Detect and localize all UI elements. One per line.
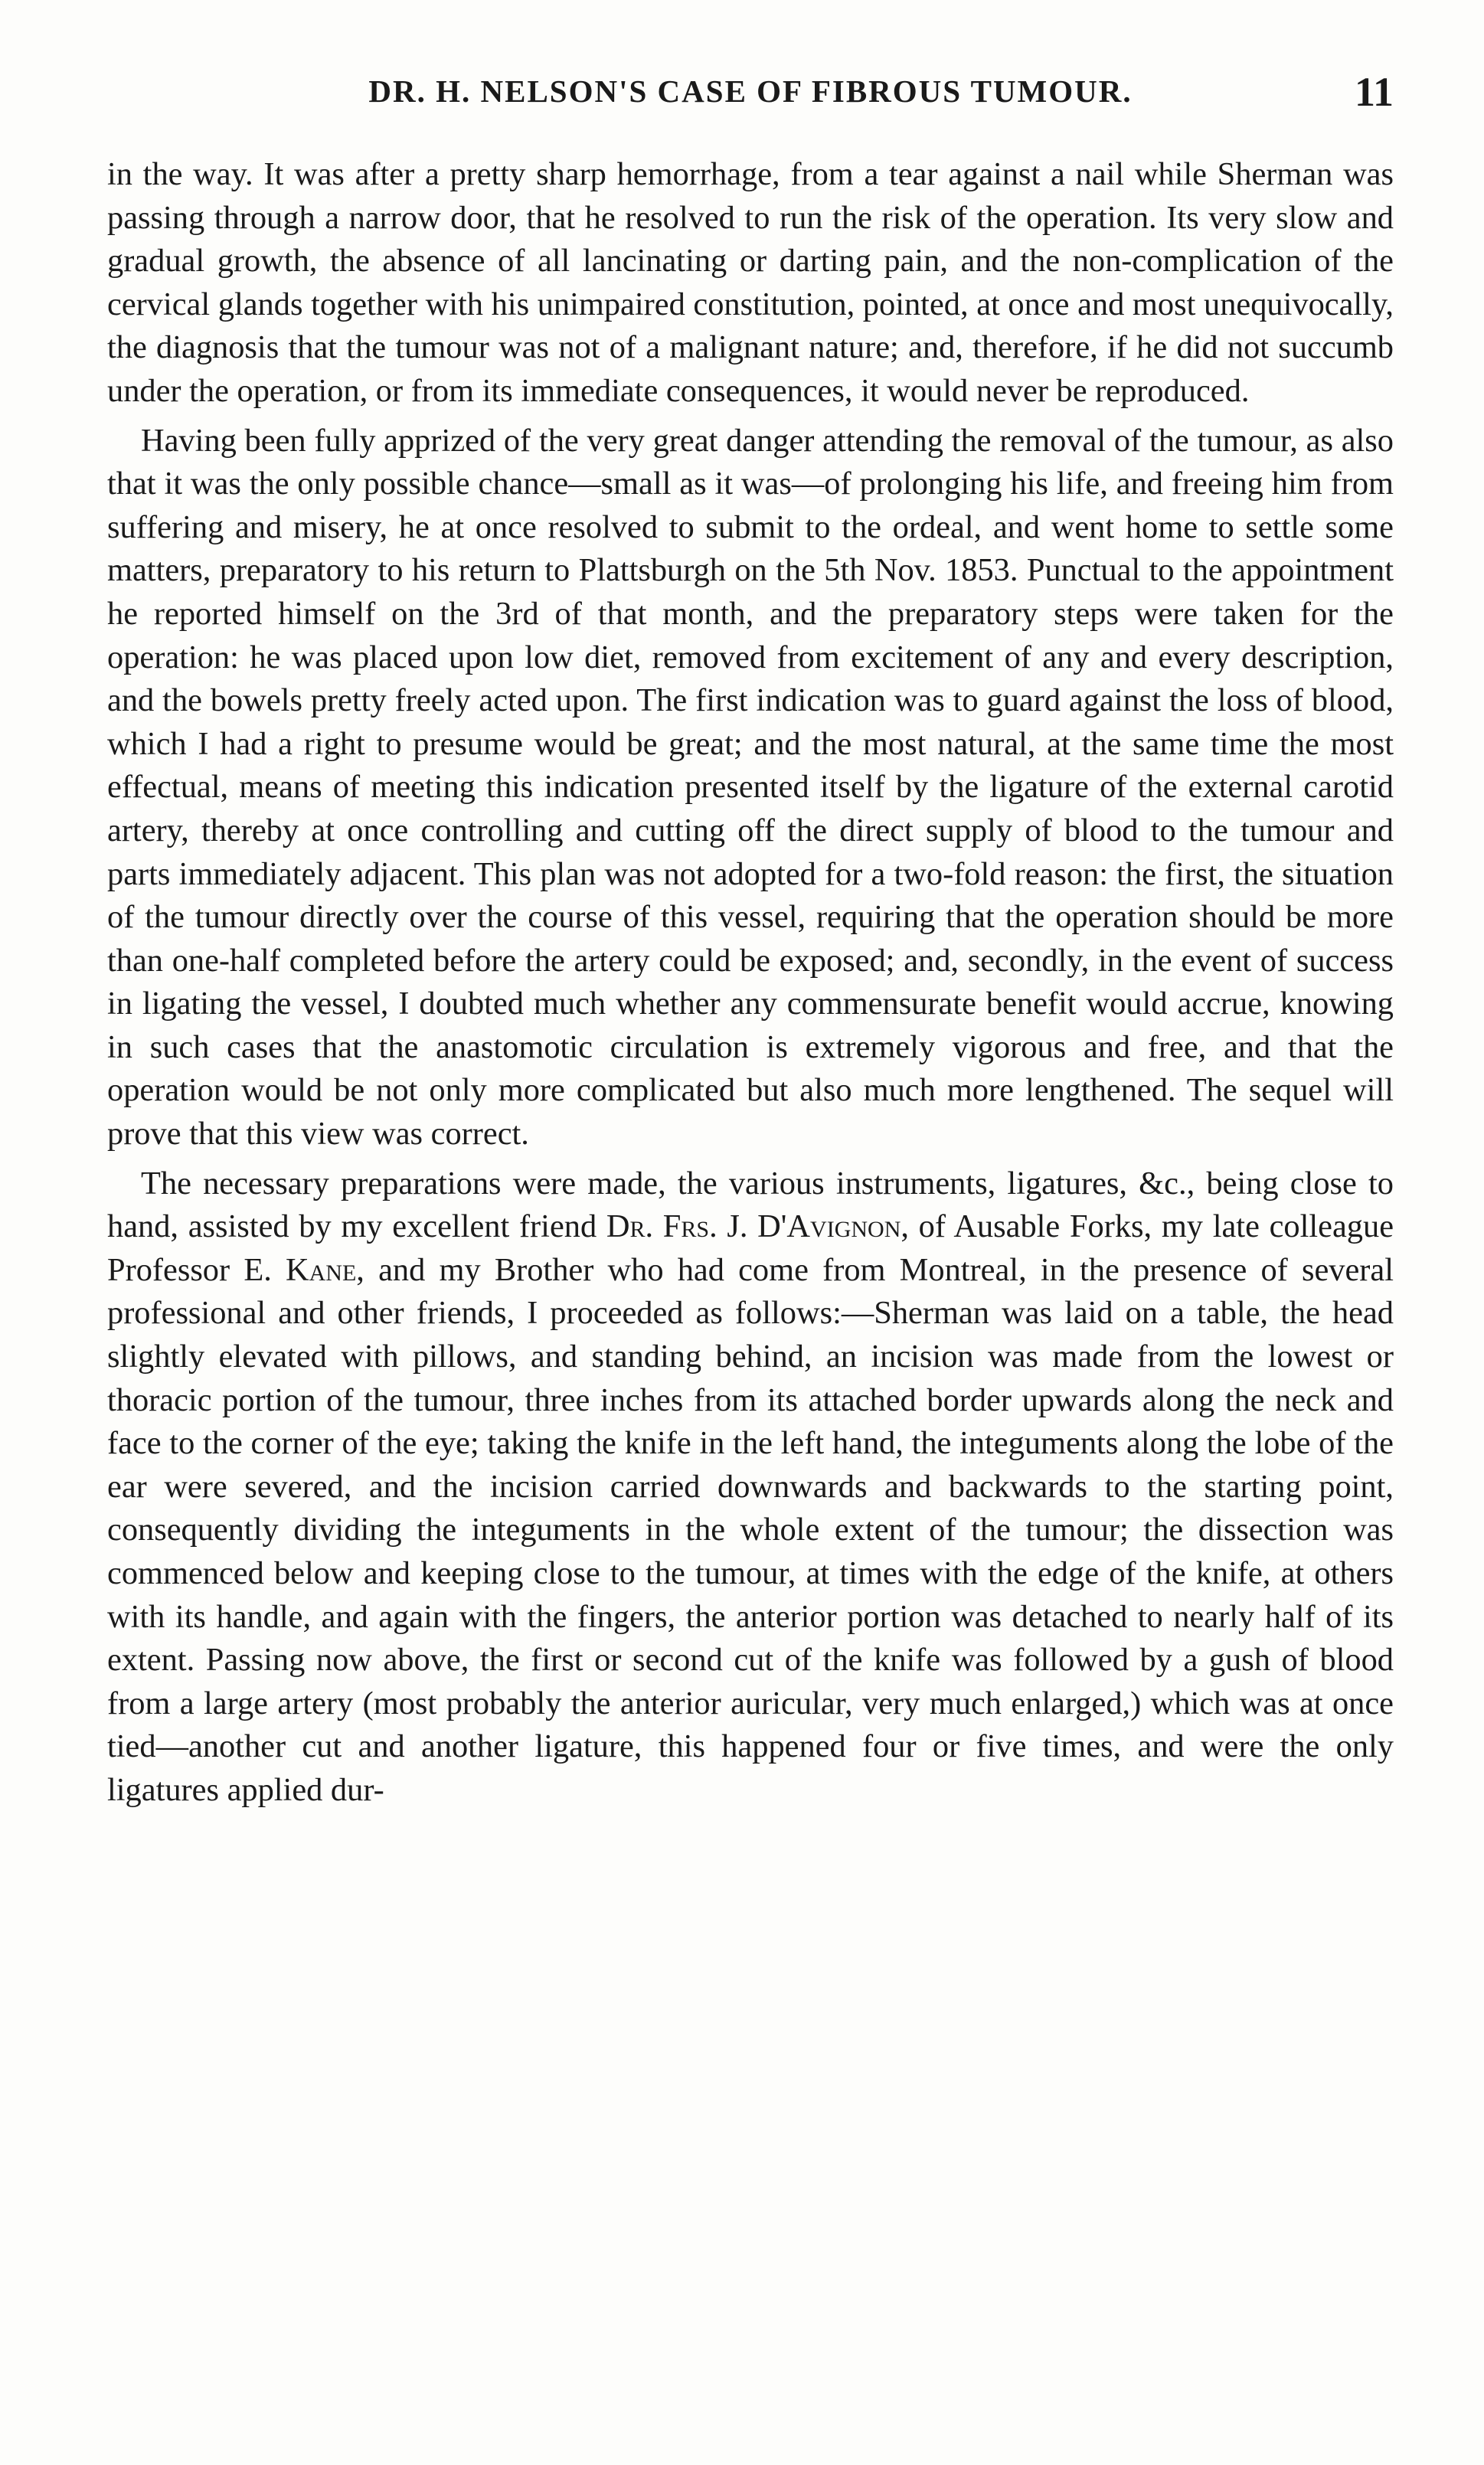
paragraph-3-part-3: , and my Brother who had come from Montreal, in the presence of several professional and other friends, I proceeded as follows:—Sherman was laid on a table, the head slightly elevated with pillows, and standing behind, an incision was made from the lowest or thoracic portion of the tumour, three inches from its attached border upwards along the neck and face to the corner of the eye; taking the knife in the left hand, the integuments along the lobe of the ear were severed, and the incision carried downwards and backwards to the starting point, consequently dividing the integuments in the whole extent of the tumour; the dissection was commenced below and keeping close to the tumour, at times with the edge of the knife, at others with its handle, and again with the fingers, the anterior portion was detached to nearly half of its extent. Passing now above, the first or second cut of the knife was followed by a gush of blood from a large artery (most probably the anterior auricular, very much enlarged,) which was at once tied—another cut and another ligature, this happened four or five times, and were the only ligatures applied dur- [107, 1251, 1394, 1808]
colleague-name-kane: Kane [286, 1251, 357, 1288]
body-text [107, 153, 1394, 1819]
running-title: DR. H. NELSON'S CASE OF FIBROUS TUMOUR. [368, 74, 1133, 109]
page-number: 11 [1354, 69, 1394, 115]
paragraph-3-part-2: , of Ausable Forks, my late colleague Professor E. [107, 1208, 1394, 1288]
paragraph-1: in the way. It was after a pretty sharp hemorrhage, from a tear against a nail while Sherman was passing through a narrow door, that he resolved to run the risk of the operation. Its very slow and gradual growth, the absence of all lancinating or darting pain, and the non-complication of the cervical glands together with his unimpaired constitution, pointed, at once and most unequivocally, the diagnosis that the tumour was not of a malignant nature; and, therefore, if he did not succumb under the operation, or from its immediate consequences, it would never be reproduced. [107, 156, 1394, 409]
running-head [107, 69, 1394, 126]
paragraph-3-part-1: The necessary preparations were made, the various instruments, ligatures, &c., being close to hand, assisted by my excellent friend [107, 1165, 1394, 1245]
assistant-name-davignon: Dr. Frs. J. D'Avignon [606, 1208, 901, 1245]
paragraph-3 [107, 1162, 1394, 1813]
paragraph-2: Having been fully apprized of the very great danger attending the removal of the tumour, as also that it was the only possible chance—small as it was—of prolonging his life, and freeing him from suffering and misery, he at once resolved to submit to the ordeal, and went home to settle some matters, preparatory to his return to Plattsburgh on the 5th Nov. 1853. Punctual to the appointment he reported himself on the 3rd of that month, and the preparatory steps were taken for the operation: he was placed upon low diet, removed from excitement of any and every description, and the bowels pretty freely acted upon. The first indication was to guard against the loss of blood, which I had a right to presume would be great; and the most natural, at the same time the most effectual, means of meeting this indication presented itself by the ligature of the external carotid artery, thereby at once controlling and cutting off the direct supply of blood to the tumour and parts immediately adjacent. This plan was not adopted for a two-fold reason: the first, the situation of the tumour directly over the course of this vessel, requiring that the operation should be more than one-half completed before the artery could be exposed; and, secondly, in the event of success in ligating the vessel, I doubted much whether any commensurate benefit would accrue, knowing in such cases that the anastomotic circulation is extremely vigorous and free, and that the operation would be not only more complicated but also much more lengthened. The sequel will prove that this view was correct. [107, 422, 1394, 1152]
